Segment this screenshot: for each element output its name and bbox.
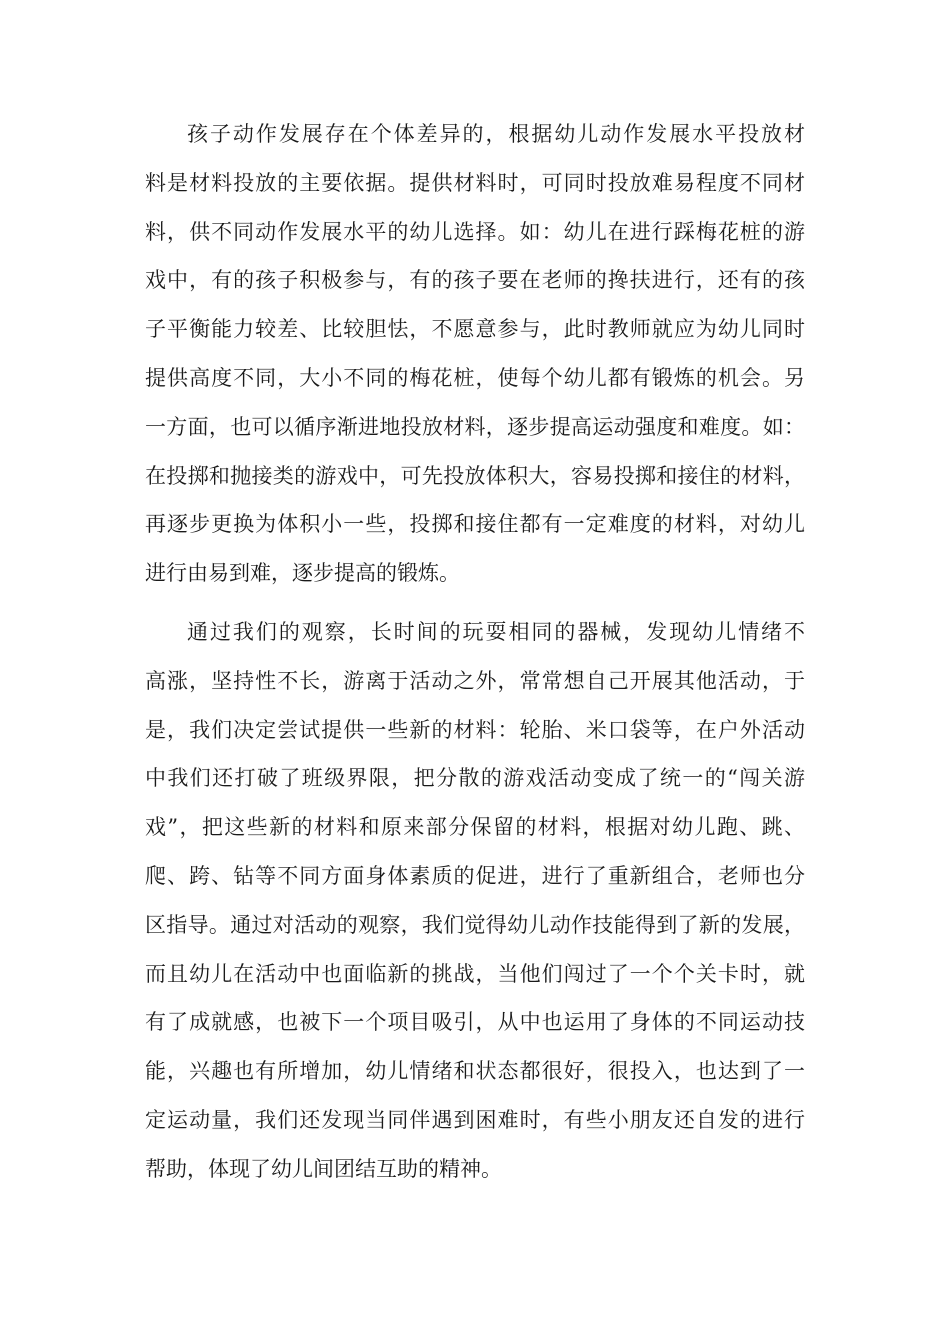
paragraph-line: 进行由易到难，逐步提高的锻炼。 <box>145 561 460 586</box>
paragraph-line: 在投掷和抛接类的游戏中，可先投放体积大，容易投掷和接住的材料， <box>145 463 805 488</box>
paragraph-line: 料，供不同动作发展水平的幼儿选择。如：幼儿在进行踩梅花桩的游 <box>145 219 805 244</box>
paragraph-line: 孩子动作发展存在个体差异的，根据幼儿动作发展水平投放材 <box>187 122 805 146</box>
paragraph-line: 子平衡能力较差、比较胆怯，不愿意参与，此时教师就应为幼儿同时 <box>145 317 805 342</box>
paragraph-line: 有了成就感，也被下一个项目吸引，从中也运用了身体的不同运动技 <box>145 1010 805 1035</box>
paragraph-line: 提供高度不同，大小不同的梅花桩，使每个幼儿都有锻炼的机会。另 <box>145 365 805 390</box>
paragraph-line: 爬、跨、钻等不同方面身体素质的促进，进行了重新组合，老师也分 <box>145 863 805 888</box>
paragraph-line: 戏中，有的孩子积极参与，有的孩子要在老师的搀扶进行，还有的孩 <box>145 268 805 293</box>
paragraph-line: 区指导。通过对活动的观察，我们觉得幼儿动作技能得到了新的发展， <box>145 912 805 937</box>
paragraph-line: 高涨，坚持性不长，游离于活动之外，常常想自己开展其他活动，于 <box>145 668 805 693</box>
paragraph-1 <box>145 110 805 598</box>
paragraph-line: 定运动量，我们还发现当同伴遇到困难时，有些小朋友还自发的进行 <box>145 1107 805 1132</box>
paragraph-line: 帮助，体现了幼儿间团结互助的精神。 <box>145 1156 502 1181</box>
paragraph-line: 而且幼儿在活动中也面临新的挑战，当他们闯过了一个个关卡时，就 <box>145 961 805 986</box>
paragraph-line: 能，兴趣也有所增加，幼儿情绪和状态都很好，很投入，也达到了一 <box>145 1059 805 1084</box>
paragraph-line: 通过我们的观察，长时间的玩耍相同的器械，发现幼儿情绪不 <box>187 620 805 644</box>
paragraph-line: 再逐步更换为体积小一些，投掷和接住都有一定难度的材料，对幼儿 <box>145 512 805 537</box>
paragraph-line: 一方面，也可以循序渐进地投放材料，逐步提高运动强度和难度。如： <box>145 414 805 439</box>
paragraph-line: 是，我们决定尝试提供一些新的材料：轮胎、米口袋等，在户外活动 <box>145 717 805 742</box>
paragraph-line: 中我们还打破了班级界限，把分散的游戏活动变成了统一的“闯关游 <box>145 766 805 791</box>
paragraph-line: 料是材料投放的主要依据。提供材料时，可同时投放难易程度不同材 <box>145 170 805 195</box>
paragraph-line: 戏”，把这些新的材料和原来部分保留的材料，根据对幼儿跑、跳、 <box>145 815 805 840</box>
paragraph-2 <box>145 608 805 1194</box>
